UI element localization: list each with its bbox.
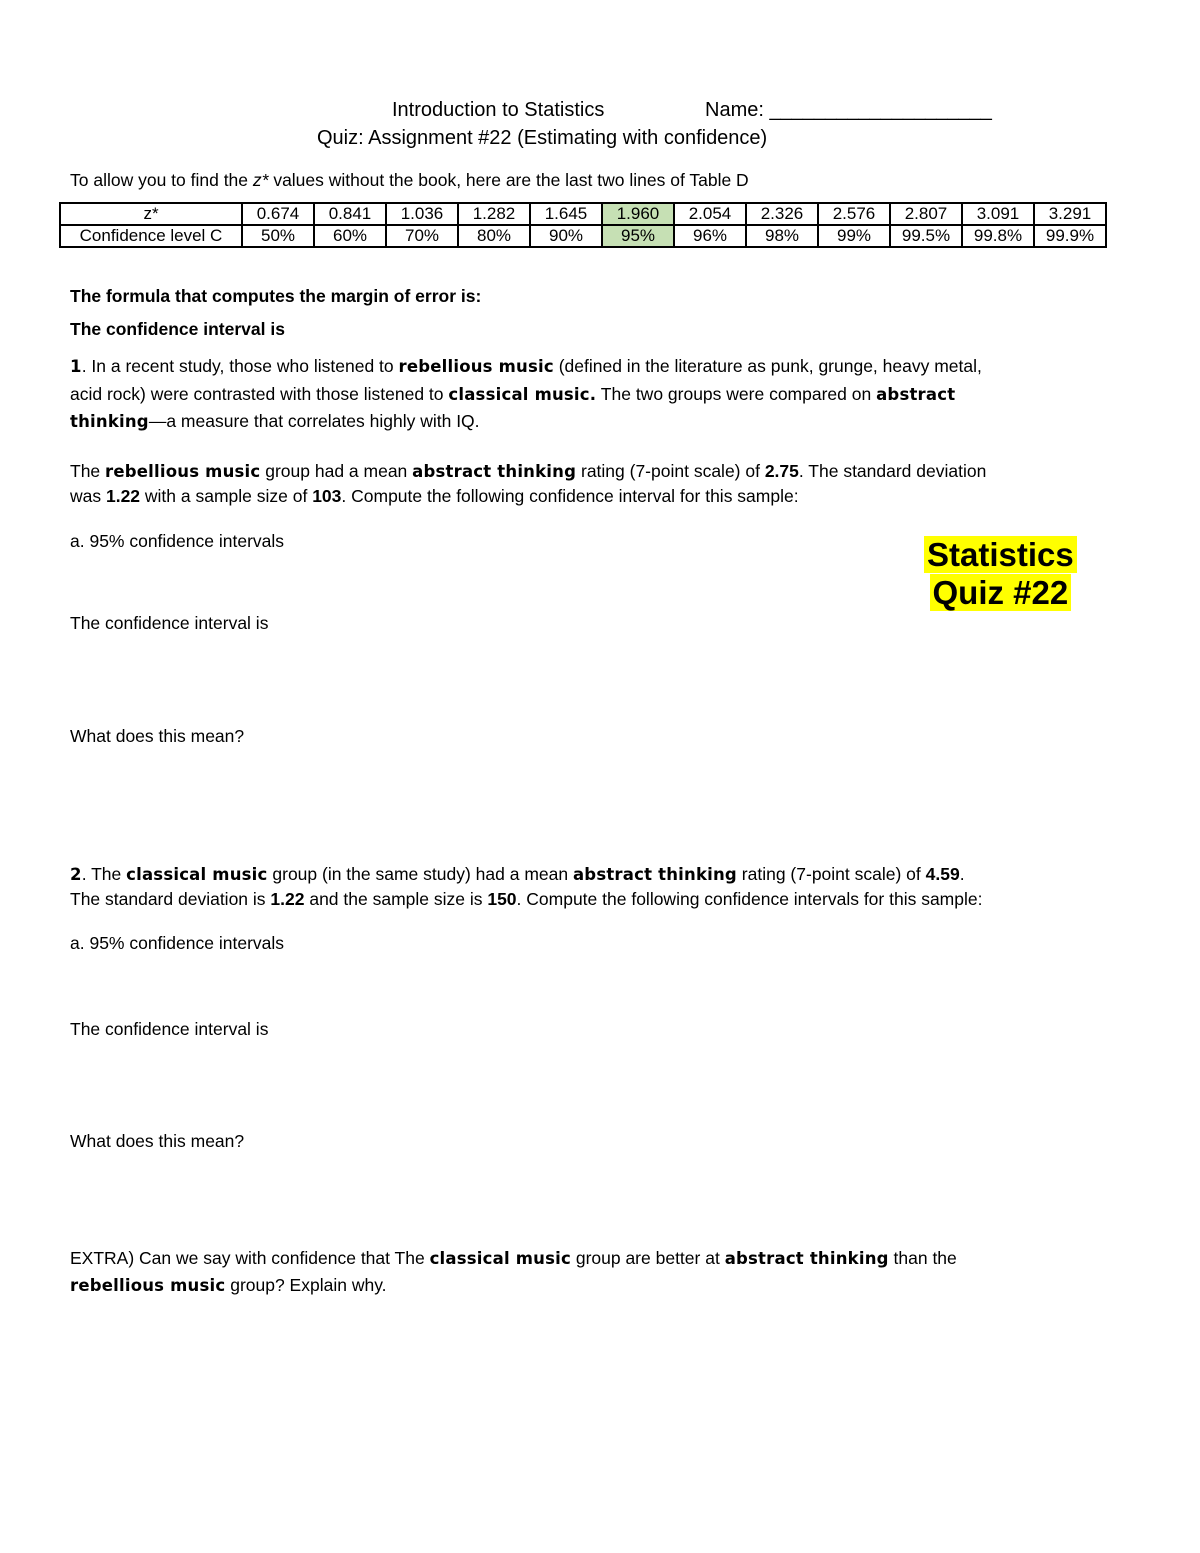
q1-text: acid rock) were contrasted with those listened to [70,384,449,404]
z-cell: 1.645 [530,203,602,225]
q2-value: 4.59 [925,864,960,884]
stamp-line-1: Statistics [924,536,1077,573]
intro-post: values without the book, here are the last two lines of Table D [268,170,749,190]
q2-value: 150 [487,889,517,909]
q1-text: . In a recent study, those who listened to [81,356,399,376]
q1-text: The two groups were compared on [596,384,877,404]
confidence-cell: 98% [746,225,818,247]
q1-para2-line-1 [70,459,986,484]
z-row-label: z* [60,203,242,225]
q2-text: . The [81,864,127,884]
confidence-cell: 99.9% [1034,225,1106,247]
q1-ci-prompt: The confidence interval is [70,613,269,633]
q2-text: The standard deviation is [70,889,271,909]
q1-text: with a sample size of [140,486,313,506]
q2-meaning-prompt: What does this mean? [70,1131,245,1151]
q2-emph: classical music [126,865,268,884]
extra-line-1 [70,1246,957,1271]
confidence-cell: 80% [458,225,530,247]
z-table [59,202,1107,248]
q2-line-2 [70,887,982,911]
q1-line-2 [70,382,955,407]
formula-heading: The formula that computes the margin of error is: [70,286,482,306]
q1-text: —a measure that correlates highly with IQ. [148,411,480,431]
q2-number: 2 [70,865,82,884]
q1-emph: abstract thinking [412,462,577,481]
q2-ci-prompt: The confidence interval is [70,1019,269,1039]
confidence-cell: 90% [530,225,602,247]
q1-line-1 [70,354,982,379]
q1-text: (defined in the literature as punk, grunge, heavy metal, [553,356,982,376]
z-cell: 1.036 [386,203,458,225]
z-cell-highlighted: 1.960 [602,203,674,225]
extra-emph: abstract thinking [724,1249,889,1268]
confidence-cell-highlighted: 95% [602,225,674,247]
intro-z: z* [252,170,269,190]
z-cell: 2.054 [674,203,746,225]
q1-emph: rebellious music [105,462,261,481]
q1-text: rating (7-point scale) of [576,461,765,481]
q1-text: group had a mean [260,461,413,481]
q1-emph: rebellious music [398,357,554,376]
q1-emph: abstract [876,385,956,404]
z-cell: 2.326 [746,203,818,225]
statistics-quiz-stamp [924,536,1077,612]
confidence-cell: 60% [314,225,386,247]
course-title: Introduction to Statistics [392,99,605,121]
confidence-cell: 70% [386,225,458,247]
table-intro [70,168,749,192]
extra-emph: rebellious music [70,1276,226,1295]
q1-text: The [70,461,106,481]
name-field-label: Name: ____________________ [705,99,992,121]
extra-text: EXTRA) Can we say with confidence that The [70,1248,430,1268]
q1-text: . The standard deviation [798,461,987,481]
q1-para2-line-2 [70,484,799,508]
stamp-line-2: Quiz #22 [930,574,1072,611]
q2-text: . [959,864,965,884]
z-cell: 0.674 [242,203,314,225]
quiz-title: Quiz: Assignment #22 (Estimating with confidence) [317,127,768,149]
q1-part-a: a. 95% confidence intervals [70,531,285,551]
q1-emph: classical music. [448,385,597,404]
extra-text: group are better at [570,1248,725,1268]
z-cell: 0.841 [314,203,386,225]
extra-emph: classical music [429,1249,571,1268]
confidence-cell: 96% [674,225,746,247]
q1-emph: thinking [70,412,149,431]
z-cell: 2.807 [890,203,962,225]
q1-number: 1 [70,357,82,376]
q2-text: . Compute the following confidence intervals for this sample: [516,889,983,909]
confidence-cell: 50% [242,225,314,247]
z-cell: 3.291 [1034,203,1106,225]
ci-heading: The confidence interval is [70,319,285,339]
z-row [60,203,1106,225]
z-cell: 1.282 [458,203,530,225]
q2-text: rating (7-point scale) of [736,864,926,884]
extra-text: group? Explain why. [225,1275,387,1295]
confidence-cell: 99% [818,225,890,247]
q2-value: 1.22 [270,889,305,909]
q2-part-a: a. 95% confidence intervals [70,933,285,953]
extra-line-2 [70,1273,387,1298]
confidence-cell: 99.5% [890,225,962,247]
q1-text: . Compute the following confidence interval for this sample: [341,486,799,506]
q1-text: was [70,486,106,506]
q2-emph: abstract thinking [572,865,737,884]
z-cell: 2.576 [818,203,890,225]
z-cell: 3.091 [962,203,1034,225]
q1-meaning-prompt: What does this mean? [70,726,245,746]
q1-value: 2.75 [764,461,799,481]
intro-pre: To allow you to find the [70,170,253,190]
q1-value: 1.22 [105,486,141,506]
extra-text: than the [888,1248,957,1268]
confidence-row-label: Confidence level C [60,225,242,247]
q2-line-1 [70,862,965,887]
confidence-cell: 99.8% [962,225,1034,247]
q2-text: group (in the same study) had a mean [267,864,573,884]
confidence-row [60,225,1106,247]
q2-text: and the sample size is [304,889,488,909]
q1-value: 103 [312,486,342,506]
q1-line-3 [70,409,480,434]
